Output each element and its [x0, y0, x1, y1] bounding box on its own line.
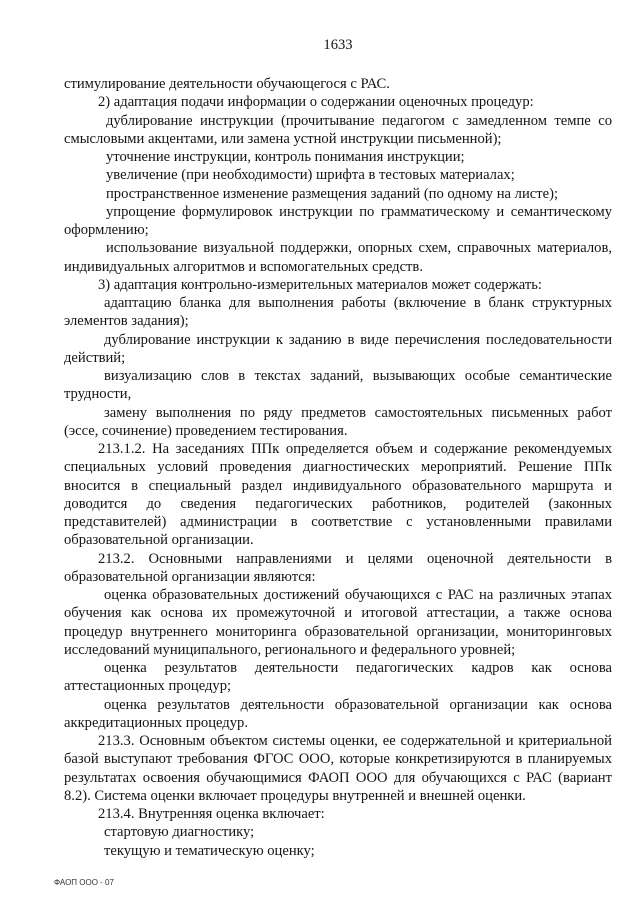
- document-page: [54, 0, 612, 905]
- paragraph: 213.2. Основными направлениями и целями оценочной деятельности в образовательной организации являются:: [64, 550, 612, 585]
- paragraph: пространственное изменение размещения заданий (по одному на листе);: [106, 185, 559, 202]
- page-number: 1633: [323, 37, 353, 53]
- paragraph: уточнение инструкции, контроль понимания инструкции;: [106, 149, 465, 165]
- paragraph: увеличение (при необходимости) шрифта в тестовых материалах;: [106, 167, 515, 184]
- paragraph: адаптацию бланка для выполнения работы (включение в бланк структурных элементов задания);: [64, 295, 612, 330]
- paragraph: использование визуальной поддержки, опорных схем, справочных материалов, индивидуальных алгоритмов и вспомогательных средств.: [64, 240, 612, 275]
- paragraph: 213.1.2. На заседаниях ППк определяется объем и содержание рекомендуемых специальных условий проведения диагностических мероприятий. Решение ППк вносится в специальный раздел индивидуального образовательного маршрута и доводится до сведения педагогических работников, родителей (законных представителей) администрации в соответствие с установленными правилами образовательной организации.: [64, 441, 612, 549]
- paragraph: текущую и тематическую оценку;: [104, 842, 315, 859]
- paragraph: дублирование инструкции (прочитывание педагогом с замедленном темпе со смысловыми акцентами, или замена устной инструкции письменной);: [64, 112, 612, 147]
- paragraph: оценка результатов деятельности образовательной организации как основа аккредитационных процедур.: [64, 696, 612, 731]
- footer-label: ФАОП ООО - 07: [54, 878, 114, 887]
- paragraph: 3) адаптация контрольно-измерительных материалов может содержать:: [98, 276, 542, 293]
- paragraph: стимулирование деятельности обучающегося с РАС.: [64, 76, 390, 92]
- paragraph: оценка образовательных достижений обучающихся с РАС на различных этапах обучения как основа их промежуточной и итоговой аттестации, а также основа процедур внутреннего мониторинга образовательной организации, мониторинговых исследований муниципального, регионального и федерального уровней;: [64, 587, 612, 658]
- document-body: [64, 75, 612, 860]
- paragraph: 213.4. Внутренняя оценка включает:: [98, 806, 325, 822]
- paragraph: стартовую диагностику;: [104, 824, 255, 841]
- paragraph: дублирование инструкции к заданию в виде перечисления последовательности действий;: [64, 331, 612, 366]
- paragraph: упрощение формулировок инструкции по грамматическому и семантическому оформлению;: [64, 203, 612, 238]
- paragraph: визуализацию слов в текстах заданий, вызывающих особые семантические трудности,: [64, 368, 612, 403]
- paragraph: 2) адаптация подачи информации о содержании оценочных процедур:: [98, 94, 534, 111]
- paragraph: замену выполнения по ряду предметов самостоятельных письменных работ (эссе, сочинение) проведением тестирования.: [64, 404, 612, 439]
- paragraph: 213.3. Основным объектом системы оценки, ее содержательной и критериальной базой выступают требования ФГОС ООО, которые конкретизируются в планируемых результатах освоения обучающимися ФАОП ООО для обучающихся с РАС (вариант 8.2). Система оценки включает процедуры внутренней и внешней оценки.: [64, 733, 612, 804]
- paragraph: оценка результатов деятельности педагогических кадров как основа аттестационных процедур;: [64, 660, 612, 695]
